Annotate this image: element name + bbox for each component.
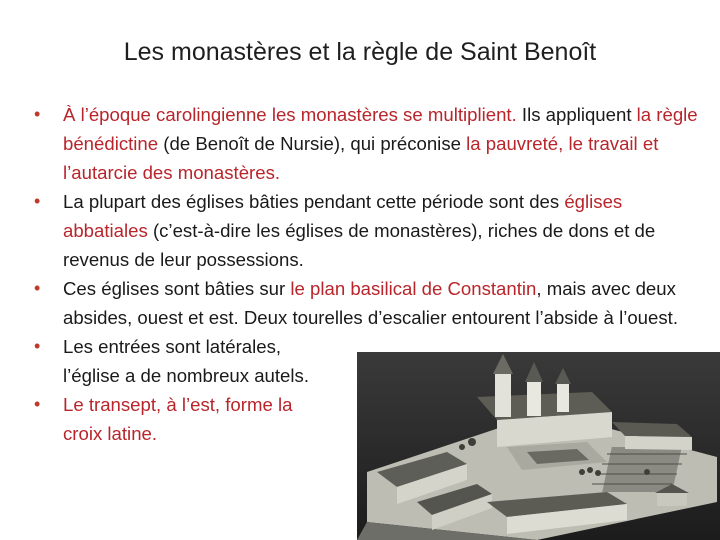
bullet-icon: •	[34, 336, 41, 356]
monastery-model-photo	[357, 352, 720, 540]
bullet-text: Les entrées sont latérales,	[63, 336, 282, 357]
bullet-text: Ces églises sont bâties sur	[63, 278, 291, 299]
bullet-item	[34, 100, 704, 187]
bullet-text: (c’est-à-dire les églises de monastères), riches de dons et de revenus de leur possessions.	[63, 220, 656, 270]
bullet-text: l’église a de nombreux autels.	[63, 365, 309, 386]
bullet-text: , mais avec deux absides, ouest et est. Deux tourelles d’escalier entourent l’abside à l’ouest.	[63, 278, 678, 328]
bullet-text-highlight: églises abbatiales	[63, 191, 623, 241]
bullet-item	[34, 187, 704, 274]
bullet-text-highlight: croix latine.	[63, 423, 158, 444]
monastery-model-illustration	[357, 352, 720, 540]
bullet-text: (de Benoît de Nursie), qui préconise	[158, 133, 467, 154]
bullet-text: La plupart des églises bâties pendant cette période sont des	[63, 191, 565, 212]
bullet-icon: •	[34, 191, 41, 211]
bullet-text-highlight: la règle bénédictine	[63, 104, 698, 154]
bullet-text-highlight: la pauvreté, le travail et l’autarcie des monastères.	[63, 133, 659, 183]
bullet-item	[34, 274, 704, 332]
bullet-text-highlight: À l’époque carolingienne les monastères se multiplient.	[63, 104, 517, 125]
bullet-icon: •	[34, 104, 41, 124]
bullet-text: Ils appliquent	[516, 104, 637, 125]
bullet-text-highlight: le plan basilical de Constantin	[290, 278, 537, 299]
bullet-icon: •	[34, 394, 41, 414]
bullet-icon: •	[34, 278, 41, 298]
slide-title: Les monastères et la règle de Saint Benoît	[123, 38, 597, 66]
bullet-text-highlight: Le transept, à l’est, forme la	[63, 394, 293, 415]
